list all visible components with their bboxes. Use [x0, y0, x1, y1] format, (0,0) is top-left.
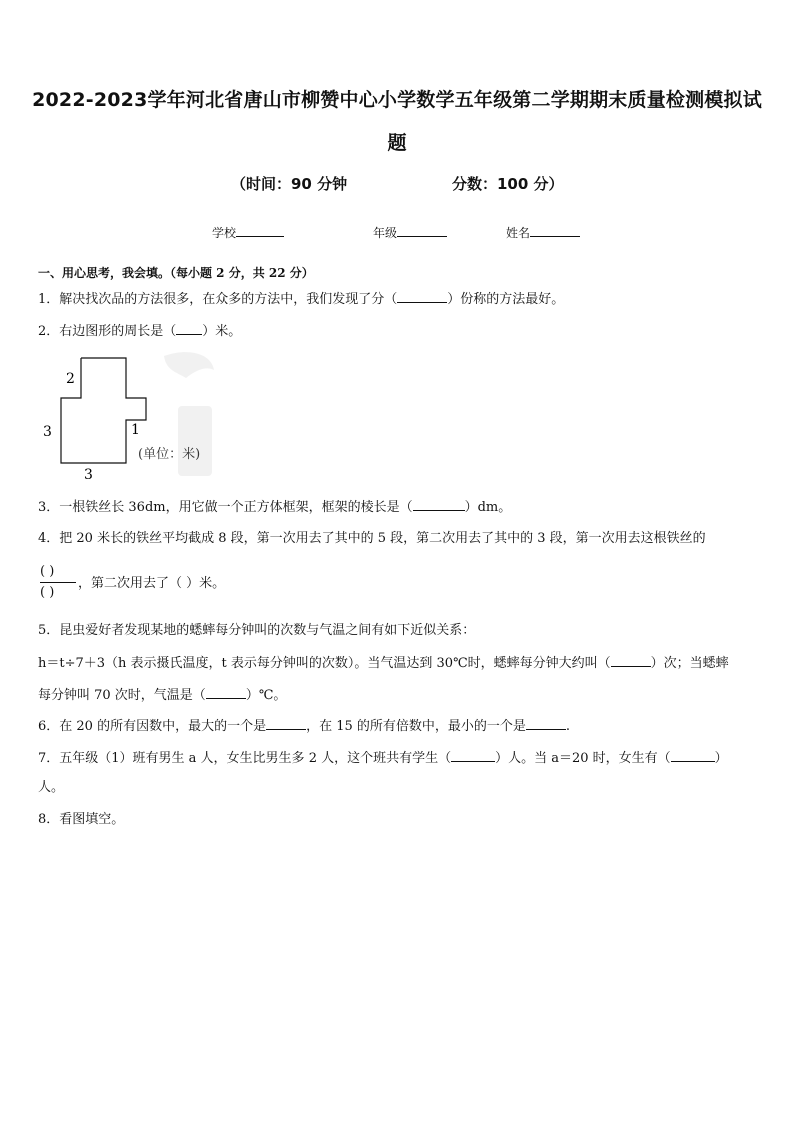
name-blank[interactable]	[530, 224, 580, 237]
name-label: 姓名	[506, 226, 531, 240]
answer-blank[interactable]	[206, 686, 246, 699]
question-5-line2: h＝t÷7＋3（h 表示摄氏温度，t 表示每分钟叫的次数）。当气温达到 30℃时，蟋蟀每分钟大约叫（ ）次；当蟋蟀	[38, 656, 729, 671]
label-right-side: 1	[131, 422, 140, 438]
page-title-continued: 题	[387, 132, 407, 154]
question-6: 6．在 20 的所有因数中，最大的一个是 ，在 15 的所有倍数中，最小的一个是 .	[38, 719, 571, 734]
label-bottom-side: 3	[84, 467, 93, 483]
question-5-line3: 每分钟叫 70 次时，气温是（ ）℃。	[38, 688, 287, 703]
school-field[interactable]	[212, 224, 284, 241]
exam-score: 分数：100 分）	[452, 175, 564, 193]
exam-page: 2022-2023学年河北省唐山市柳赞中心小学数学五年级第二学期期末质量检测模拟试 题 （时间：90 分钟 分数：100 分） 学校 年级 姓名 一、用心思考，我会填。（每小题 2 分，共 22 分） 1．解决找次品的方法很多，在众多的方法中，我们发现了分（ ）份称的方法最好。 2．右边图形的周长是（ ）米。 2 3 1 3 (单位：米) 3．一根铁丝长 36dm，用它做一个正方体框架，框架的棱长是（ ）dm。 4．把 20 米长的铁丝平均截成 8 段，第一次用去了其中的 5 段，第二次用去了其中的 3 段，第一次用去这根铁丝的 ( ) ( ) ，第二次用去了（ ）米。 5．昆虫爱好者发现某地的蟋蟀每分钟叫的次数与气温之间有如下近似关系： h＝t÷7＋3（h 表示摄氏温度，t 表示每分钟叫的次数）。当气温达到 30℃时，蟋蟀每分钟大约叫（ ）次；当蟋蟀 每分钟叫 70 次时，气温是（ ）℃。 6．在 20 的所有因数中，最大的一个是 ，在 15 的所有倍数中，最小的一个是 . 7．五年级（1）班有男生 a 人，女生比男生多 2 人，这个班共有学生（ ）人。当 a＝20 时，女生有（ ） 人。 8．看图填空。	[0, 0, 794, 1123]
question-4-cont: ，第二次用去了（ ）米。	[78, 576, 226, 591]
school-blank[interactable]	[236, 224, 284, 237]
question-1: 1．解决找次品的方法很多，在众多的方法中，我们发现了分（ ）份称的方法最好。	[38, 292, 565, 307]
label-left-side: 3	[43, 424, 52, 440]
question-2: 2．右边图形的周长是（ ）米。	[38, 324, 242, 339]
answer-blank[interactable]	[266, 717, 306, 730]
question-5: 5．昆虫爱好者发现某地的蟋蟀每分钟叫的次数与气温之间有如下近似关系：	[38, 623, 476, 638]
grade-label: 年级	[373, 226, 398, 240]
question-3: 3．一根铁丝长 36dm，用它做一个正方体框架，框架的棱长是（ ）dm。	[38, 500, 512, 515]
school-label: 学校	[212, 226, 237, 240]
unit-label: (单位：米)	[138, 447, 201, 462]
exam-time: （时间：90 分钟	[231, 175, 348, 193]
answer-blank[interactable]	[176, 322, 202, 335]
section-heading: 一、用心思考，我会填。（每小题 2 分，共 22 分）	[38, 266, 314, 280]
perimeter-figure	[36, 348, 226, 488]
name-field[interactable]	[506, 224, 580, 241]
question-4: 4．把 20 米长的铁丝平均截成 8 段，第一次用去了其中的 5 段，第二次用去了其中的 3 段，第一次用去这根铁丝的	[38, 531, 706, 546]
answer-blank[interactable]	[451, 749, 495, 762]
answer-blank[interactable]	[526, 717, 566, 730]
answer-blank[interactable]	[611, 654, 651, 667]
fraction-bar	[40, 582, 76, 583]
page-title: 2022-2023学年河北省唐山市柳赞中心小学数学五年级第二学期期末质量检测模拟试	[32, 89, 762, 111]
answer-blank[interactable]	[671, 749, 715, 762]
answer-blank[interactable]	[413, 498, 465, 511]
question-7: 7．五年级（1）班有男生 a 人，女生比男生多 2 人，这个班共有学生（ ）人。当 a＝20 时，女生有（ ）	[38, 751, 728, 766]
grade-blank[interactable]	[397, 224, 447, 237]
question-7-cont: 人。	[38, 780, 65, 795]
grade-field[interactable]	[373, 224, 447, 241]
question-8: 8．看图填空。	[38, 812, 125, 827]
label-top-side: 2	[66, 371, 75, 387]
answer-blank[interactable]	[397, 290, 447, 303]
